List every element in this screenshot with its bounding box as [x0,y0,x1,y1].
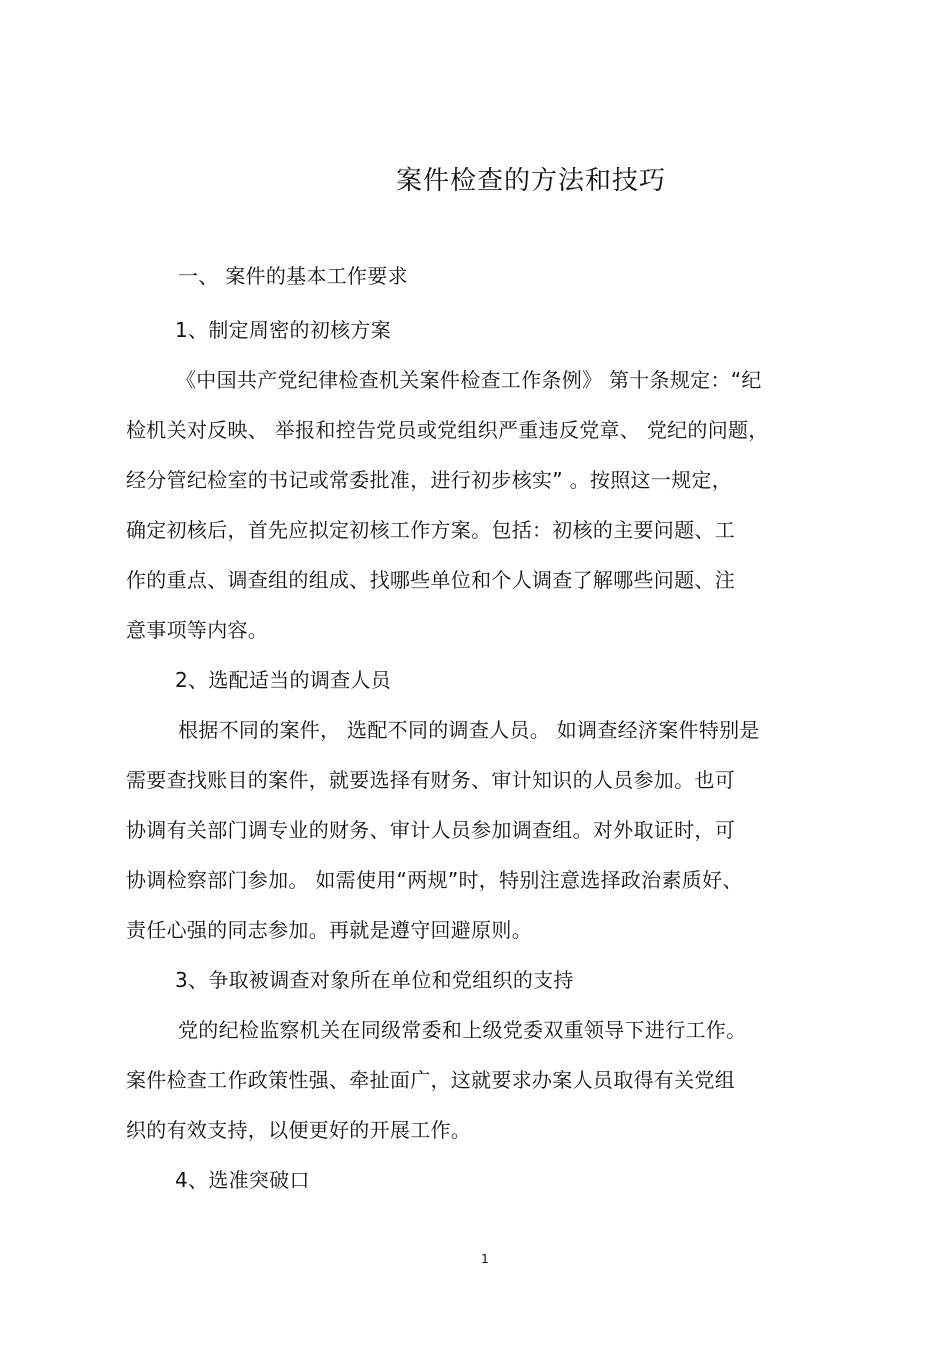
paragraph-line: 检机关对反映、 举报和控告党员或党组织严重违反党章、 党纪的问题， [126,418,769,442]
paragraph-line: 经分管纪检室的书记或常委批准，进行初步核实” 。按照这一规定， [126,468,733,492]
paragraph-line: 需要查找账目的案件，就要选择有财务、审计知识的人员参加。也可 [126,768,735,792]
section-heading-1: 一、 案件的基本工作要求 [178,264,408,288]
subheading-1: 1、制定周密的初核方案 [175,318,392,342]
paragraph-line: 确定初核后，首先应拟定初核工作方案。包括：初核的主要问题、工 [126,518,735,542]
page-number: 1 [481,1252,489,1266]
subheading-4: 4、选准突破口 [175,1168,310,1192]
paragraph-line: 《中国共产党纪律检查机关案件检查工作条例》 第十条规定：“纪 [176,368,762,392]
paragraph-line: 党的纪检监察机关在同级常委和上级党委双重领导下进行工作。 [178,1018,747,1042]
paragraph-line: 织的有效支持，以便更好的开展工作。 [126,1118,472,1142]
paragraph-line: 意事项等内容。 [126,618,269,642]
paragraph-line: 案件检查工作政策性强、牵扯面广，这就要求办案人员取得有关党组 [126,1068,735,1092]
document-title: 案件检查的方法和技巧 [395,166,666,196]
paragraph-line: 协调检察部门参加。 如需使用“两规”时，特别注意选择政治素质好、 [126,868,743,892]
subheading-3: 3、争取被调查对象所在单位和党组织的支持 [175,968,574,992]
subheading-2: 2、选配适当的调查人员 [175,668,392,692]
paragraph-line: 作的重点、调查组的组成、找哪些单位和个人调查了解哪些问题、注 [126,568,735,592]
paragraph-line: 协调有关部门调专业的财务、审计人员参加调查组。对外取证时，可 [126,818,735,842]
paragraph-line: 责任心强的同志参加。再就是遵守回避原则。 [126,918,532,942]
paragraph-line: 根据不同的案件， 选配不同的调查人员。 如调查经济案件特别是 [178,718,760,742]
